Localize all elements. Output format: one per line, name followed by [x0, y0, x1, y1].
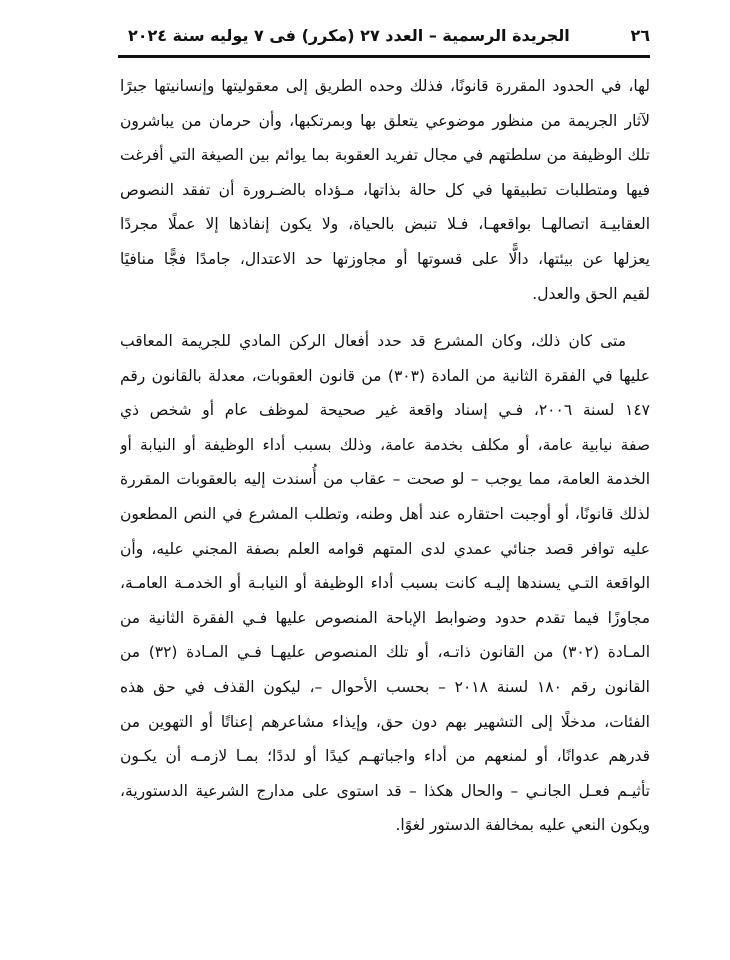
text-line: عليه توافر قصد جنائي عمدي لدى المتهم قوامه العلم بصفة المجني عليه، وأن: [120, 539, 650, 558]
text-line: قدرهم عدوانًا، أو لمنعهم من أداء واجباتهـم كيدًا أو لددًا؛ بمـا لازمـه أن يكـون: [120, 747, 650, 766]
text-line: صفة نيابية عامة، أو مكلف بخدمة عامة، وذلك بسبب أداء الوظيفة أو النيابة أو: [120, 435, 650, 454]
text-line: لذلك قانونًا، أو أوجبت احتقاره عند أهل وطنه، وتطلب المشرع في النص المطعون: [120, 504, 650, 523]
text-line: لها، في الحدود المقررة قانونًا، فذلك وحده الطريق إلى معقوليتها وإنسانيتها جبرًا: [120, 77, 650, 95]
text-line: ١٤٧ لسنة ٢٠٠٦، فـي إسناد واقعة غير صحيحة لموظف عام أو شخص ذي: [120, 401, 650, 420]
text-line: لآثار الجريمة من منظور موضوعي يتعلق بها وبمرتكبها، وأن حرمان من يباشرون: [120, 111, 650, 130]
text-line: القانون رقم ١٨٠ لسنة ٢٠١٨ – بحسب الأحوال –، ليكون القذف في حق هذه: [120, 677, 650, 696]
text-line: تأثيـم فعـل الجانـي – والحال هكذا – قد استوى على مدارج الشرعية الدستورية،: [120, 781, 650, 800]
text-line: الخدمة العامة، مما يوجب – لو صحت – عقاب من أُسندت إليه بالعقوبات المقررة: [120, 470, 650, 489]
text-line: لقيم الحق والعدل.: [532, 284, 650, 303]
text-line: مجاوزًا فيما تقدم حدود وضوابط الإباحة المنصوص عليها فـي الفقرة الثانية من: [120, 608, 650, 627]
page-header: [118, 20, 650, 50]
text-line: الواقعة التـي يسندها إليـه كانت بسبب أداء الوظيفة أو النيابـة أو الخدمـة العامـة،: [120, 574, 650, 593]
text-line: فيها ومتطلبات تطبيقها في كل حالة بذاتها، مـؤداه بالضـرورة أن تفقد النصوص: [120, 180, 650, 199]
text-line: الفئات، مدخلًا إلى التشهير بهم دون حق، وإيذاء مشاعرهم إعناتًا أو التهوين من: [120, 712, 650, 731]
text-line: العقابيـة اتصالهـا بواقعهـا، فـلا تنبض بالحياة، ولا يكون إنفاذها إلا عملًا مجردًا: [120, 215, 650, 234]
paragraph-2: [120, 324, 650, 843]
gazette-title: الجريدة الرسمية – العدد ٢٧ (مكرر) فى ٧ يوليه سنة ٢٠٢٤: [128, 25, 570, 45]
header-divider: [118, 55, 650, 58]
text-line: متى كان ذلك، وكان المشرع قد حدد أفعال الركن المادي للجريمة المعاقب: [120, 332, 626, 350]
text-line: ويكون النعي عليه بمخالفة الدستور لغوًا.: [395, 816, 650, 835]
text-line: عليها في الفقرة الثانية من المادة (٣٠٣) من قانون العقوبات، معدلة بالقانون رقم: [120, 366, 650, 385]
page-number: ٢٦: [630, 25, 650, 45]
text-line: المـادة (٣٠٢) من القانون ذاتـه، أو تلك المنصوص عليهـا فـي المـادة (٣٢) من: [120, 643, 650, 662]
text-line: يعزلها عن بيئتها، دالًّا على قسوتها أو مجاوزتها حد الاعتدال، جامدًا فجًّا منافيًا: [120, 249, 650, 268]
text-line: تلك الوظيفة من سلطتهم في مجال تفريد العقوبة بما يوائم بين الصيغة التي أفرغت: [120, 146, 650, 165]
paragraph-1: [120, 69, 650, 311]
